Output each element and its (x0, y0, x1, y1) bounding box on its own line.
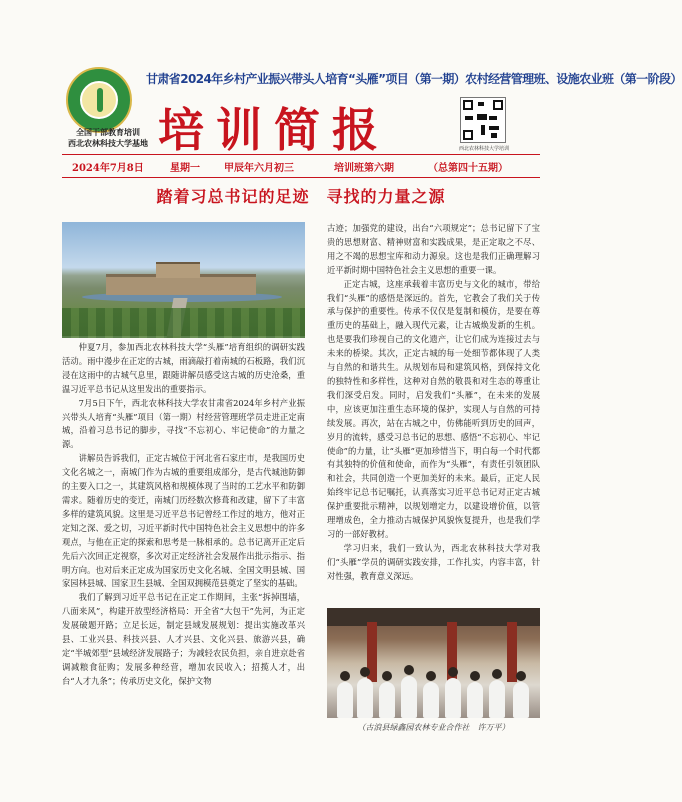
issue-number: 培训班第六期 (334, 163, 394, 174)
masthead-title: 培训简报 (158, 103, 390, 157)
photo-caption: （古浪县绿鑫园农林专业合作社 许万平） (357, 723, 510, 732)
qr-caption: 西北农林科技大学培训 (458, 146, 509, 152)
group-visit-photo (327, 608, 540, 718)
issue-lunar-date: 甲辰年六月初三 (224, 163, 294, 174)
article-left-column (62, 341, 305, 689)
university-emblem-icon (66, 67, 132, 133)
issue-info-bar (62, 154, 540, 178)
paragraph: 7月5日下午，西北农林科技大学农甘肃省2024年乡村产业振兴带头人培育“头雁”项目（第一期）村经营管理班学员走进正定南城，沿着习总书记的脚步，寻找“不忘初心、牢记使命”的力量之源。 (62, 397, 305, 450)
article-right-column (327, 222, 540, 584)
qr-code-icon (460, 97, 506, 143)
paragraph: 讲解员告诉我们，正定古城位于河北省石家庄市，是我国历史文化名城之一，南城门作为古城的重要组成部分，是古代城池防御的主要入口之一，其建筑风格和规模体现了当时的工艺水平和防御需求。随着历史的变迁，南城门历经数次修葺和改建，留下了丰富多样的建筑风貌。这里是习近平总书记曾经工作过的地方，他对正定知之深、爱之切，习近平新时代中国特色社会主义思想中的许多观点，与他在正定的探索和思考是一脉相承的。总书记离开正定后先后六次回正定视察，多次对正定经济社会发展作出批示指示、指明方向。也对后来正定成为国家历史文化名城、全国文明县城、国家园林县城、国家卫生县城、全国双拥模范县奠定了坚实的基础。 (62, 453, 305, 589)
project-banner-title: 甘肃省2024年乡村产业振兴带头人培育“头雁”项目（第一期）农村经营管理班、设施农业班（第一阶段） (146, 72, 682, 86)
paragraph: 我们了解到习近平总书记在正定工作期间，主张“拆掉围墙，八面来风”，构建开放型经济格局：开全省“大包干”先河，为正定发展破题开路；立足长远，制定县域发展规划：提出实施改革兴县、工业兴县、科技兴县、人才兴县、文化兴县、旅游兴县，确定“半城郊型”县域经济发展路子；为减轻农民负担，亲自进京赴省调减粮食征购；发展多种经营，增加农民收入；招揽人才，出台“人才九条”；传承历史文化，保护文物 (62, 592, 305, 686)
paragraph: 仲夏7月，参加西北农林科技大学“头雁”培育组织的调研实践活动。雨中漫步在正定的古城，雨滴敲打着南城的石板路，我们沉浸在这雨中的古城气息里，跟随讲解员感受这古城的历史沧桑，重温习近平总书记从这里发出的重要指示。 (62, 342, 305, 394)
wheat-leaf-icon (97, 88, 103, 112)
issue-date: 2024年7月8日 (72, 163, 144, 174)
paragraph: 正定古城，这座承载着丰富历史与文化的城市，带给我们“头雁”的感悟是深远的。首先，它教会了我们关于传承与保护的重要性。传承不仅仅是复制和模仿，是要在尊重历史的基础上，融入现代元素，让古城焕发新的生机。也是要我们珍视自己的文化遗产，让它们成为连接过去与未来的桥梁。其次，正定古城的每一处细节都体现了人类与自然的和谐共生。从规划布局和建筑风格，到保持文化的独特性和多样性，这种对自然的敬畏和对生态的尊重让我们深受启发。同时，启发我们“头雁”，在未来的发展中，应该更加注重生态环境的保护，实现人与自然的可持续发展。再次，站在古城之中，仿佛能听到历史的回声，岁月的流转，感受习总书记的思想、感悟“不忘初心、牢记使命”的力量，让“头雁”更加珍惜当下，明白每一个时代都有其独特的价值和使命，而作为“头雁”，有责任引领团队和社会，共同创造一个更加美好的未来。最后，正定人民始终牢记总书记嘱托，认真落实习近平总书记对正定古城保护重要批示精神，以规划增定力，以建设增价值，以管理增成色，全力推动古城保护风貌恢复提升，也是我们学习的一部好教材。 (327, 278, 540, 539)
issue-total-number: （总第四十五期） (428, 163, 508, 174)
org-line-1: 全国干部教育培训 (76, 127, 140, 137)
ancient-city-wall-photo (62, 222, 305, 336)
issue-weekday: 星期一 (170, 163, 200, 174)
emblem-inner (80, 81, 118, 119)
paragraph: 古迹；加强党的建设，出台“六项规定”；总书记留下了宝贵的思想财富、精神财富和实践成果，是正定取之不尽、用之不竭的思想宝库和动力源泉。这也是我们正确理解习近平新时期中国特色社会主义思想的重要一课。 (327, 223, 540, 275)
org-line-2: 西北农林科技大学基地 (68, 138, 148, 148)
paragraph: 学习归来，我们一致认为，西北农林科技大学对我们“头雁”学员的调研实践安排，工作扎实，内容丰富，针对性强，教育意义深远。 (327, 542, 540, 581)
organization-tagline (66, 127, 150, 149)
article-headline: 踏着习总书记的足迹 寻找的力量之源 (156, 187, 446, 206)
